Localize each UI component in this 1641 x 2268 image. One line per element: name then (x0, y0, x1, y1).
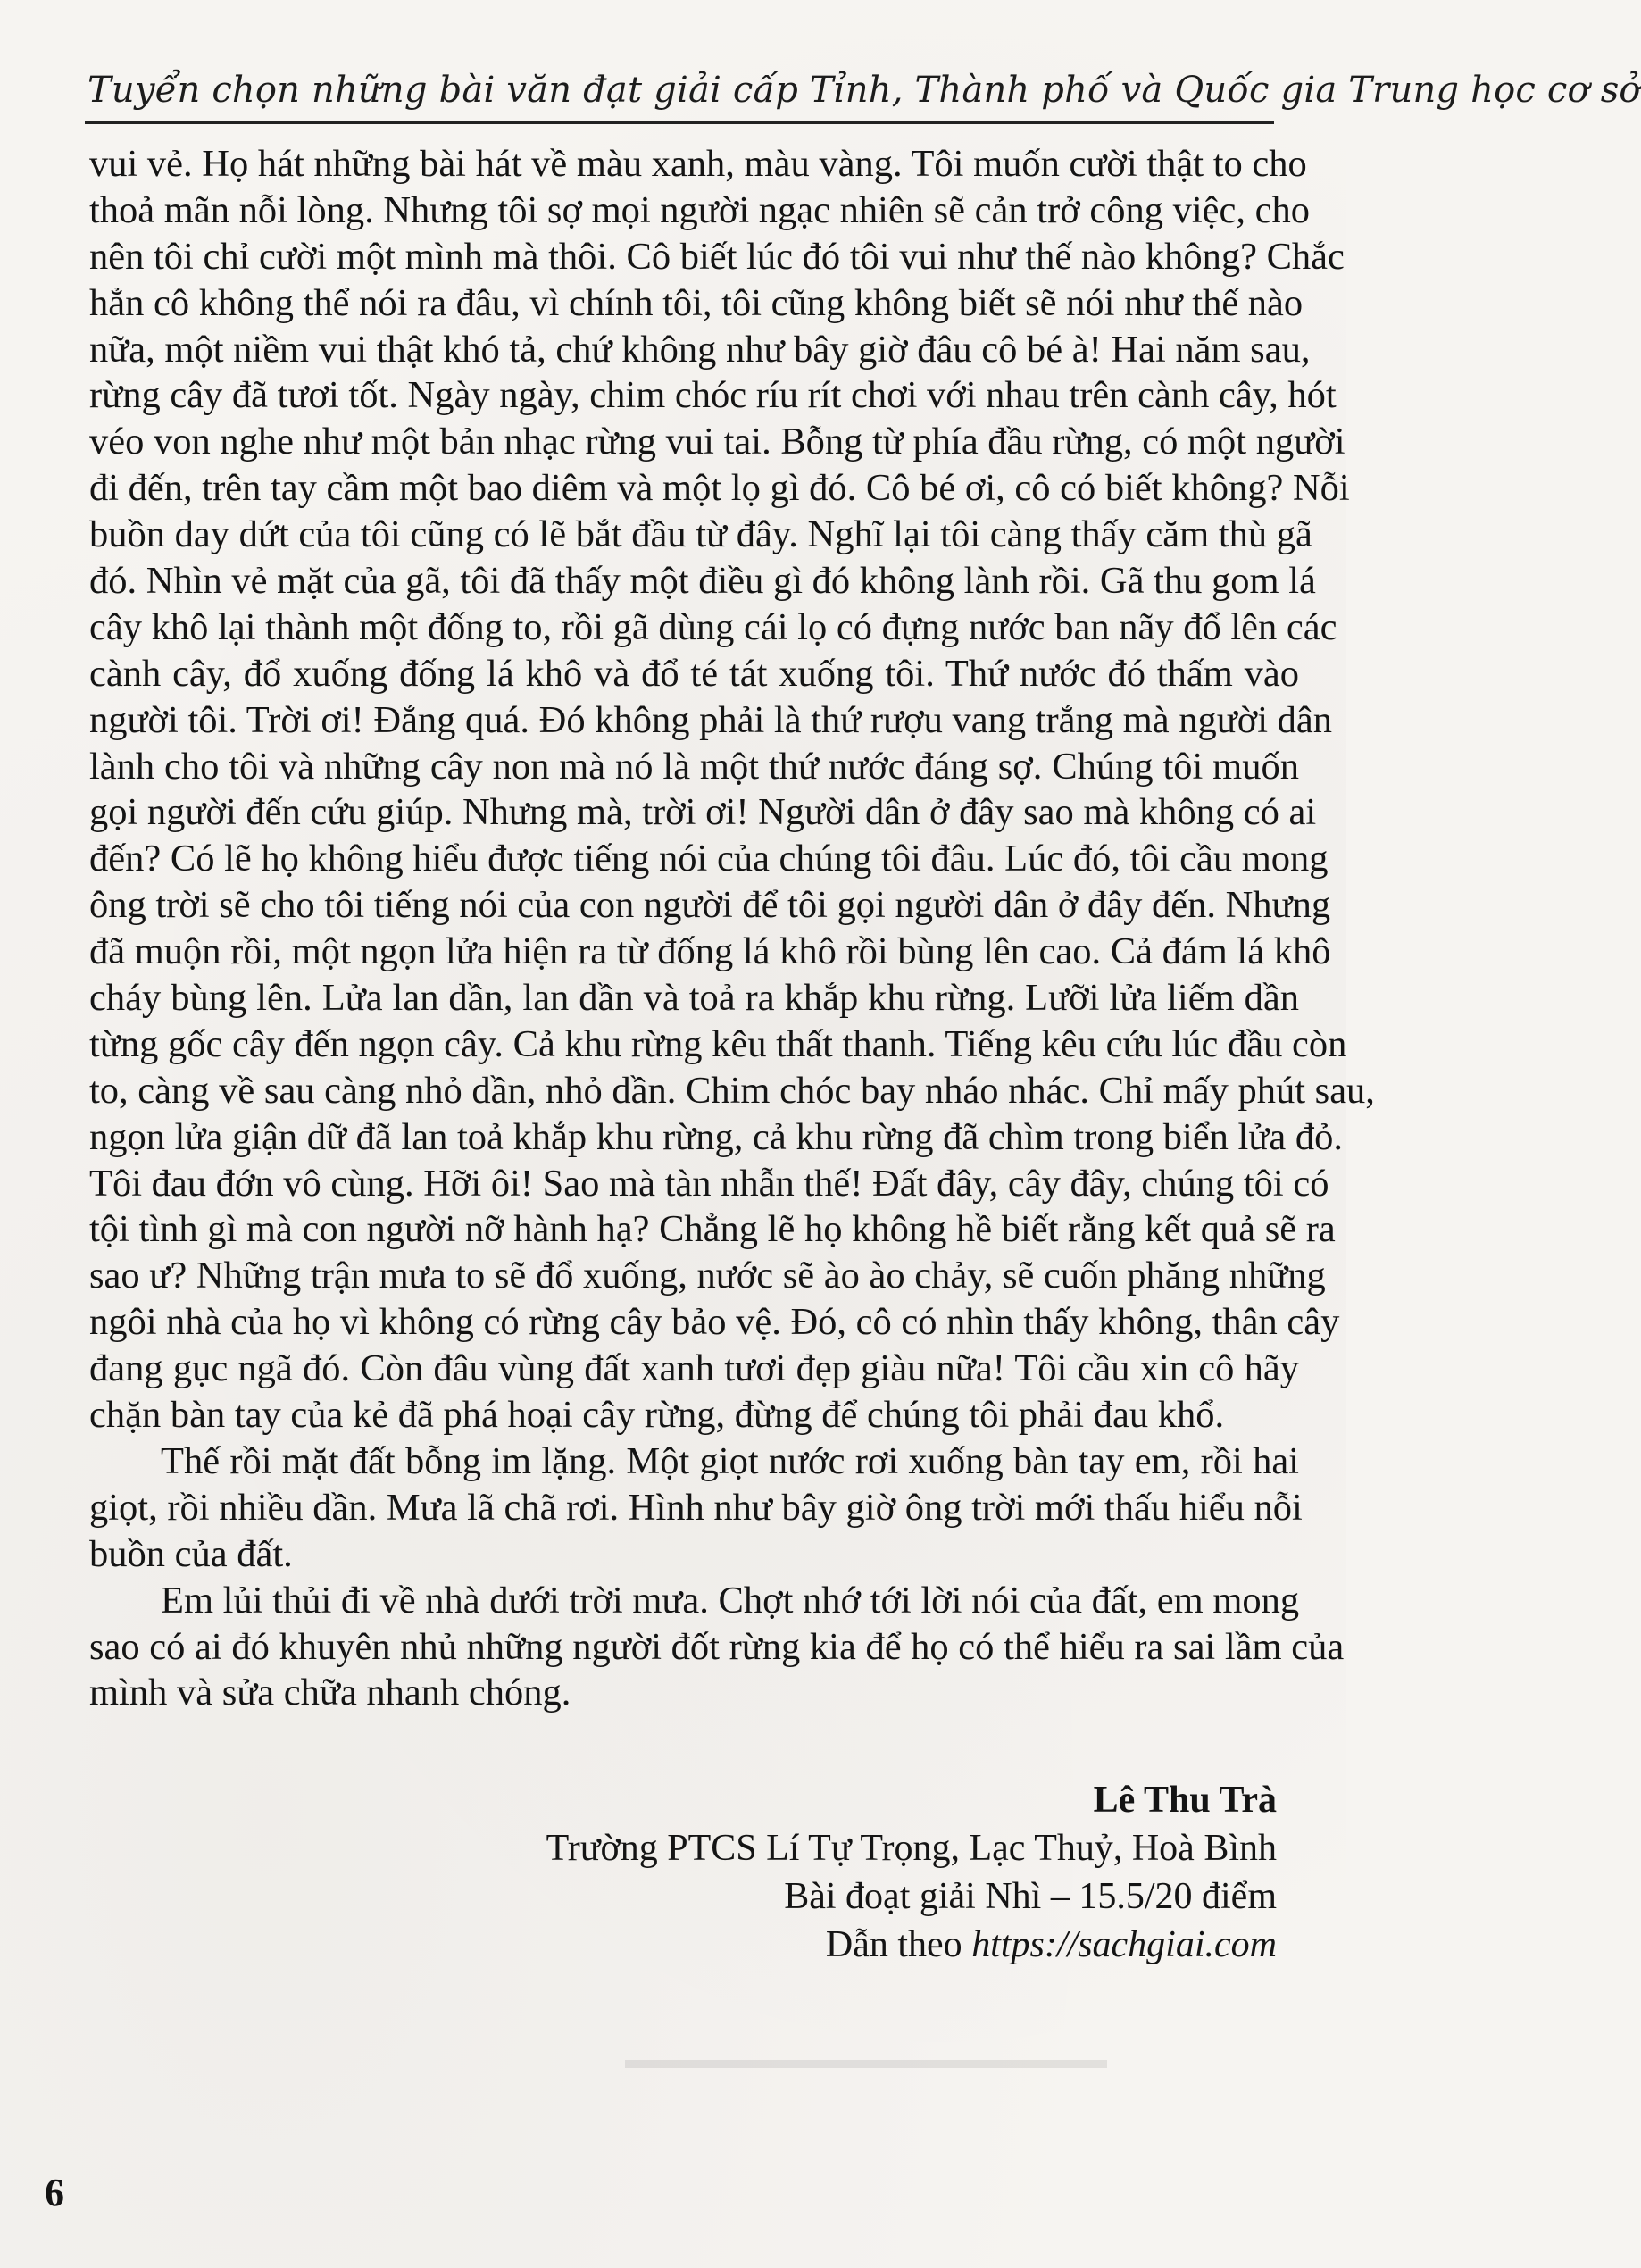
text-line: ông trời sẽ cho tôi tiếng nói của con người để tôi gọi người dân ở đây đến. Nhưng (89, 884, 1331, 927)
text-line: Em lủi thủi đi về nhà dưới trời mưa. Chợt nhớ tới lời nói của đất, em mong (161, 1579, 1300, 1622)
author-name: Lê Thu Trà (1093, 1780, 1277, 1821)
text-line: buồn day dứt của tôi cũng có lẽ bắt đầu từ đây. Nghĩ lại tôi càng thấy căm thù gã (89, 513, 1312, 556)
text-line: từng gốc cây đến ngọn cây. Cả khu rừng kêu thất thanh. Tiếng kêu cứu lúc đầu còn (89, 1022, 1347, 1065)
page-number: 6 (45, 2171, 64, 2214)
text-line: tội tình gì mà con người nỡ hành hạ? Chẳng lẽ họ không hề biết rằng kết quả sẽ ra (89, 1208, 1336, 1251)
text-line: ngọn lửa giận dữ đã lan toả khắp khu rừng, cả khu rừng đã chìm trong biển lửa đỏ. (89, 1115, 1344, 1158)
text-line: Thế rồi mặt đất bỗng im lặng. Một giọt nước rơi xuống bàn tay em, rồi hai (161, 1439, 1299, 1482)
text-line: sao ư? Những trận mưa to sẽ đổ xuống, nước sẽ ào ào chảy, sẽ cuốn phăng những (89, 1255, 1326, 1297)
text-line: to, càng về sau càng nhỏ dần, nhỏ dần. Chim chóc bay nháo nhác. Chỉ mấy phút sau, (89, 1069, 1375, 1112)
text-line: sao có ai đó khuyên nhủ những người đốt rừng kia để họ có thể hiểu ra sai lầm của (89, 1625, 1345, 1668)
text-line: véo von nghe như một bản nhạc rừng vui tai. Bỗng từ phía đầu rừng, có một người (89, 421, 1345, 463)
text-line: thoả mãn nỗi lòng. Nhưng tôi sợ mọi người ngạc nhiên sẽ cản trở công việc, cho (89, 188, 1310, 231)
text-line: ngôi nhà của họ vì không có rừng cây bảo vệ. Đó, cô có nhìn thấy không, thân cây (89, 1301, 1340, 1344)
text-line: đang gục ngã đó. Còn đâu vùng đất xanh tươi đẹp giàu nữa! Tôi cầu xin cô hãy (89, 1347, 1299, 1390)
text-line: chặn bàn tay của kẻ đã phá hoại cây rừng, đừng để chúng tôi phải đau khổ. (89, 1394, 1225, 1437)
text-line: đến? Có lẽ họ không hiểu được tiếng nói của chúng tôi đâu. Lúc đó, tôi cầu mong (89, 838, 1329, 880)
award-note: Bài đoạt giải Nhì – 15.5/20 điểm (784, 1876, 1277, 1917)
text-line: Tôi đau đớn vô cùng. Hỡi ôi! Sao mà tàn nhẫn thế! Đất đây, cây đây, chúng tôi có (89, 1162, 1329, 1205)
text-line: hẳn cô không thể nói ra đâu, vì chính tôi, tôi cũng không biết sẽ nói như thế nào (89, 281, 1304, 324)
source-citation (473, 1923, 1277, 1966)
text-line: cây khô lại thành một đống to, rồi gã dùng cái lọ có đựng nước ban nãy đổ lên các (89, 605, 1337, 648)
running-header: Tuyển chọn những bài văn đạt giải cấp Tỉnh, Thành phố và Quốc gia Trung học cơ sở (87, 70, 1641, 111)
text-line: buồn của đất. (89, 1532, 293, 1575)
body-text (89, 141, 1375, 1716)
author-school: Trường PTCS Lí Tự Trọng, Lạc Thuỷ, Hoà Bình (546, 1828, 1277, 1869)
bleed-through-texture: ▬▬▬▬▬▬▬▬▬▬▬▬▬▬▬▬▬▬ (625, 2045, 1107, 2074)
text-line: nữa, một niềm vui thật khó tả, chứ không như bây giờ đâu cô bé à! Hai năm sau, (89, 328, 1311, 371)
text-line: đã muộn rồi, một ngọn lửa hiện ra từ đống lá khô rồi bùng lên cao. Cả đám lá khô (89, 930, 1331, 973)
text-line: lành cho tôi và những cây non mà nó là một thứ nước đáng sợ. Chúng tôi muốn (89, 745, 1299, 788)
text-line: rừng cây đã tươi tốt. Ngày ngày, chim chóc ríu rít chơi với nhau trên cành cây, hót (89, 374, 1337, 417)
text-line: mình và sửa chữa nhanh chóng. (89, 1672, 571, 1714)
header-rule (85, 121, 1274, 124)
text-line: nên tôi chỉ cười một mình mà thôi. Cô biết lúc đó tôi vui như thế nào không? Chắc (89, 235, 1345, 278)
source-url: https://sachgiai.com (971, 1924, 1277, 1965)
text-line: đi đến, trên tay cầm một bao diêm và một lọ gì đó. Cô bé ơi, cô có biết không? Nỗi (89, 467, 1350, 510)
text-line: đó. Nhìn vẻ mặt của gã, tôi đã thấy một điều gì đó không lành rồi. Gã thu gom lá (89, 560, 1316, 603)
text-line: vui vẻ. Họ hát những bài hát về màu xanh, màu vàng. Tôi muốn cười thật to cho (89, 143, 1307, 185)
text-line: gọi người đến cứu giúp. Nhưng mà, trời ơi! Người dân ở đây sao mà không có ai (89, 791, 1317, 834)
source-prefix: Dẫn theo (825, 1924, 972, 1965)
text-line: người tôi. Trời ơi! Đắng quá. Đó không phải là thứ rượu vang trắng mà người dân (89, 698, 1332, 741)
text-line: giọt, rồi nhiều dần. Mưa lã chã rơi. Hình như bây giờ ông trời mới thấu hiểu nỗi (89, 1486, 1303, 1529)
text-line: cháy bùng lên. Lửa lan dần, lan dần và toả ra khắp khu rừng. Lưỡi lửa liếm dần (89, 977, 1299, 1020)
text-line: cành cây, đổ xuống đống lá khô và đổ té tát xuống tôi. Thứ nước đó thấm vào (89, 652, 1299, 695)
